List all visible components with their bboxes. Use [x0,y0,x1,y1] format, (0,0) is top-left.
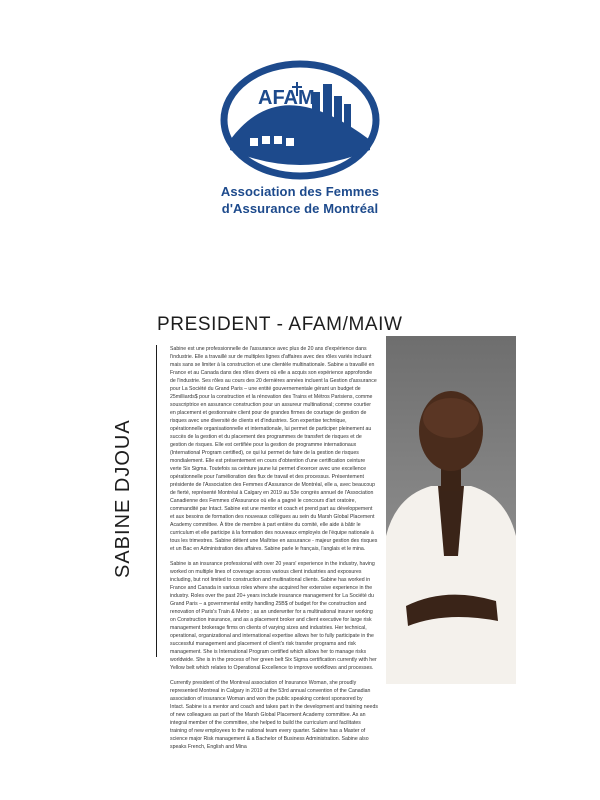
bio-paragraph-en-2: Currently president of the Montreal association of Insurance Woman, she proudly represented Montreal in Calgary in 2019 at the 53rd annual convention of the Canadian association of insurance Woman and won the public speaking contest sponsored by Intact. Sabine is a mentor and coach and takes part in the development and training needs of new colleagues as part of the Marsh Global Placement Academy committee. As an integral member of the committee, she helped to build the curriculum and facilitates training of new employees to the national team every quarter. Sabine has a Master of science major Risk management & a Bachelor of Business Administration. Sabine also speaks French, English and Mina [170,680,378,750]
bio-paragraph-fr: Sabine est une professionnelle de l'assurance avec plus de 20 ans d'expérience dans l'industrie. Elle a travaillé sur de multiples lignes d'affaires avec des rôles variés incluant mais sans se limiter à la construction et une clientèle multinationale. Sabine a travaillé en France et au Canada dans des rôles divers où elle a acquis son expérience approfondie de l'industrie. Ses rôles au cours des 20 dernières années incluent la Gestion d'assurance pour La Société du Grand Paris – une entité gouvernementale gérant un budget de 25milliards$ pour la construction et la rénovation des Trains et Métros Parisiens, comme souscriptrice en assurance construction pour un assureur multinational; comme courtier en placement et gestionnaire client pour de grandes firmes de courtage de gestion de risques avec une diversité de clients et d'industries. Son expertise technique, opérationnelle organisationnelle et internationale, lui permet de participer pleinement au succès de la gestion et du placement des programmes de transfert de risques et de gestion de risques. Elle est certifiée pour la gestion de programme internationaux (International Program certified), ce qui lui permet de faire de la gestion de risques mondialement. Elle est présentement en cours d'obtention d'une certification ceinture verte Six Sigma. Toutefois sa ceinture jaune lui permet d'exercer avec une excellence opérationnelle pour l'amélioration des flux de travail et des processus. Présentement présidente de l'Association des Femmes d'Assurance de Montréal, elle a, avec beaucoup de fierté, représenté Montréal à Calgary en 2019 au 53e congrès annuel de l'Association Canadienne des Femmes d'Assurance où elle a gagné le concours d'art oratoire, commandité par Intact. Sabine est une mentor et coach et prend part au développement et aux besoins de formation des nouveaux collègues au sein du Marsh Global Placement Academy committee. À titre de membre à part entière du comité, elle aide à bâtir le curriculum et elle participe à la formation des nouveaux employés de l'équipe nationale à tous les trimestres. Sabine détient une Maîtrise en assurance - majeur gestion des risques et un Bac en Administration des affaires. Sabine parle le français, l'anglais et le mina. [170,346,378,552]
afam-logo [200,60,400,220]
afam-logo-abbr: AFAM [258,87,315,109]
bio-section [170,345,378,758]
portrait-illustration [386,336,516,684]
afam-logo-emblem [220,60,380,180]
logo-text-line2: d'Assurance de Montréal [221,201,379,216]
logo-text-line1: Association des Femmes [220,184,380,199]
bio-paragraph-en-1: Sabine is an insurance professional with over 20 years' experience in the industry, having worked on multiple lines of coverage across various client industries and exposures including, but not limited to construction and multinational clients. Sabine has worked in France and Canada in various roles where she acquired her extensive experience in the industry. Roles over the past 20+ years include insurance management for La Société du Grand Paris – a governmental entity handling 25B$ of budget for the construction and renovation of Paris's Train & Metro ; as an underwriter for a multinational insurer working on Construction insurance, and as a placement broker and client executive for large risk management brokerage firms on clients of varying sizes and industries. Her technical, operational, organizational and international expertise allows her to fully participate in the successful management and placement of client's risk transfer programs and risk management. She is International Program certified which allows her to manage risks worldwide. She is in the process of her green belt Six Sigma certification currently with her Yellow belt which relates to Operational Excellence to improve workflows and processes. [170,561,377,671]
page-title: PRESIDENT - AFAM/MAIW [157,314,403,335]
vertical-divider [156,345,157,657]
portrait-photo [386,336,516,684]
person-name-vertical: SABINE DJOUA [112,419,134,578]
